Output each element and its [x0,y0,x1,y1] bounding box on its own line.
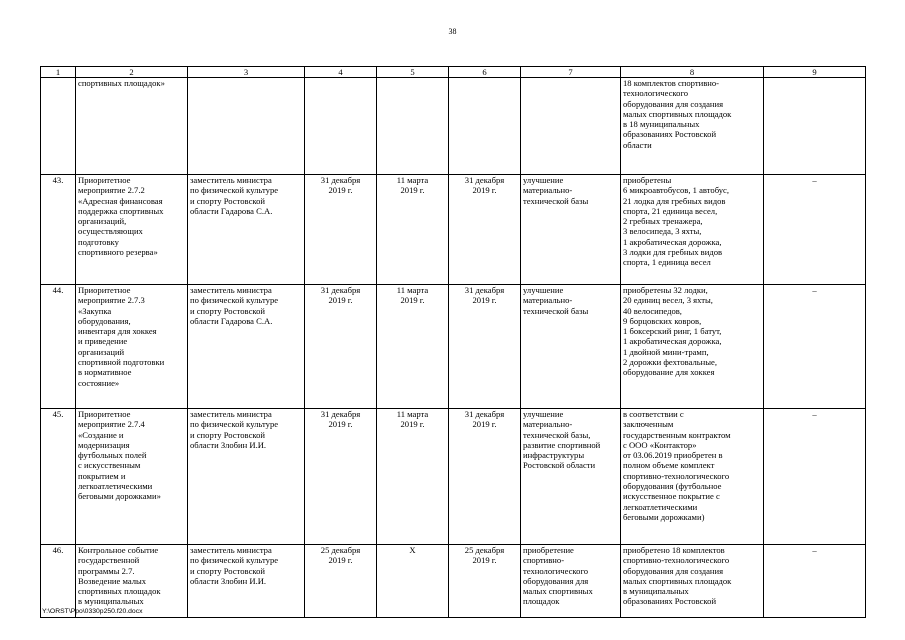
note: – [764,175,866,285]
actual-result: приобретено 18 комплектов спортивно-технологического оборудования для создания малых спортивных площадок в муниципальных образованиях Ростовской [621,545,764,618]
header-cell: 4 [305,67,377,78]
executor: заместитель министра по физической культуре и спорту Ростовской области Злобин И.И. [188,409,305,545]
table-row [41,175,866,285]
header-cell: 5 [377,67,449,78]
event-name: Приоритетное мероприятие 2.7.3 «Закупка оборудования, инвентаря для хоккея и приведение организаций спортивной подготовки в нормативное состояние» [76,285,188,409]
actual-start: Х [377,545,449,618]
actual-start: 11 марта 2019 г. [377,285,449,409]
header-cell: 8 [621,67,764,78]
row-number: 43. [41,175,76,285]
file-path-footer: Y:\ORST\Ppo\0330p250.f20.docx [42,608,143,615]
row-number: 46. [41,545,76,618]
actual-start [377,78,449,175]
actual-start: 11 марта 2019 г. [377,175,449,285]
event-name: Приоритетное мероприятие 2.7.2 «Адресная финансовая поддержка спортивных организаций, осуществляющих подготовку спортивного резерва» [76,175,188,285]
planned-date: 31 декабря 2019 г. [305,175,377,285]
actual-result: 18 комплектов спортивно- технологического оборудования для создания малых спортивных площадок в 18 муниципальных образованиях Ростовской области [621,78,764,175]
planned-date [305,78,377,175]
header-cell: 3 [188,67,305,78]
header-cell: 9 [764,67,866,78]
table-row [41,409,866,545]
expected-result [521,78,621,175]
planned-date: 31 декабря 2019 г. [305,285,377,409]
actual-result: приобретены 32 лодки, 20 единиц весел, 3 яхты, 40 велосипедов, 9 борцовских ковров, 1 боксерский ринг, 1 батут, 1 акробатическая дорожка, 1 двойной мини-трамп, 2 дорожки фехтовальные, оборудование для хоккея [621,285,764,409]
actual-end: 25 декабря 2019 г. [449,545,521,618]
note [764,78,866,175]
executor [188,78,305,175]
expected-result: улучшение материально- технической базы [521,175,621,285]
row-number [41,78,76,175]
actual-start: 11 марта 2019 г. [377,409,449,545]
header-cell: 6 [449,67,521,78]
actual-end: 31 декабря 2019 г. [449,175,521,285]
planned-date: 25 декабря 2019 г. [305,545,377,618]
expected-result: улучшение материально- технической базы, развитие спортивной инфраструктуры Ростовской области [521,409,621,545]
event-name: спортивных площадок» [76,78,188,175]
actual-result: приобретены 6 микроавтобусов, 1 автобус, 21 лодка для гребных видов спорта, 21 единица весел, 2 гребных тренажера, 3 велосипеда, 3 яхты, 1 акробатическая дорожка, 3 лодки для гребных видов спорта, 1 единица весел [621,175,764,285]
table-row [41,285,866,409]
planned-date: 31 декабря 2019 г. [305,409,377,545]
actual-end [449,78,521,175]
note: – [764,285,866,409]
header-cell: 1 [41,67,76,78]
actual-result: в соответствии с заключенным государственным контрактом с ООО «Контактор» от 03.06.2019 приобретен в полном объеме комплект спортивно-технологического оборудования (футбольное искусственное покрытие с легкоатлетическими беговыми дорожками) [621,409,764,545]
expected-result: приобретение спортивно- технологического оборудования для малых спортивных площадок [521,545,621,618]
executor: заместитель министра по физической культуре и спорту Ростовской области Гадарова С.А. [188,285,305,409]
actual-end: 31 декабря 2019 г. [449,285,521,409]
executor: заместитель министра по физической культуре и спорту Ростовской области Гадарова С.А. [188,175,305,285]
header-cell: 7 [521,67,621,78]
row-number: 45. [41,409,76,545]
actual-end: 31 декабря 2019 г. [449,409,521,545]
header-row [41,67,866,78]
table-row [41,78,866,175]
report-table [40,66,866,618]
event-name: Контрольное событие государственной программы 2.7. Возведение малых спортивных площадок в муниципальных [76,545,188,618]
table-row [41,545,866,618]
header-cell: 2 [76,67,188,78]
expected-result: улучшение материально- технической базы [521,285,621,409]
page-number: 38 [448,27,457,36]
event-name: Приоритетное мероприятие 2.7.4 «Создание и модернизация футбольных полей с искусственным покрытием и легкоатлетическими беговыми дорожками» [76,409,188,545]
executor: заместитель министра по физической культуре и спорту Ростовской области Злобин И.И. [188,545,305,618]
note: – [764,545,866,618]
note: – [764,409,866,545]
row-number: 44. [41,285,76,409]
